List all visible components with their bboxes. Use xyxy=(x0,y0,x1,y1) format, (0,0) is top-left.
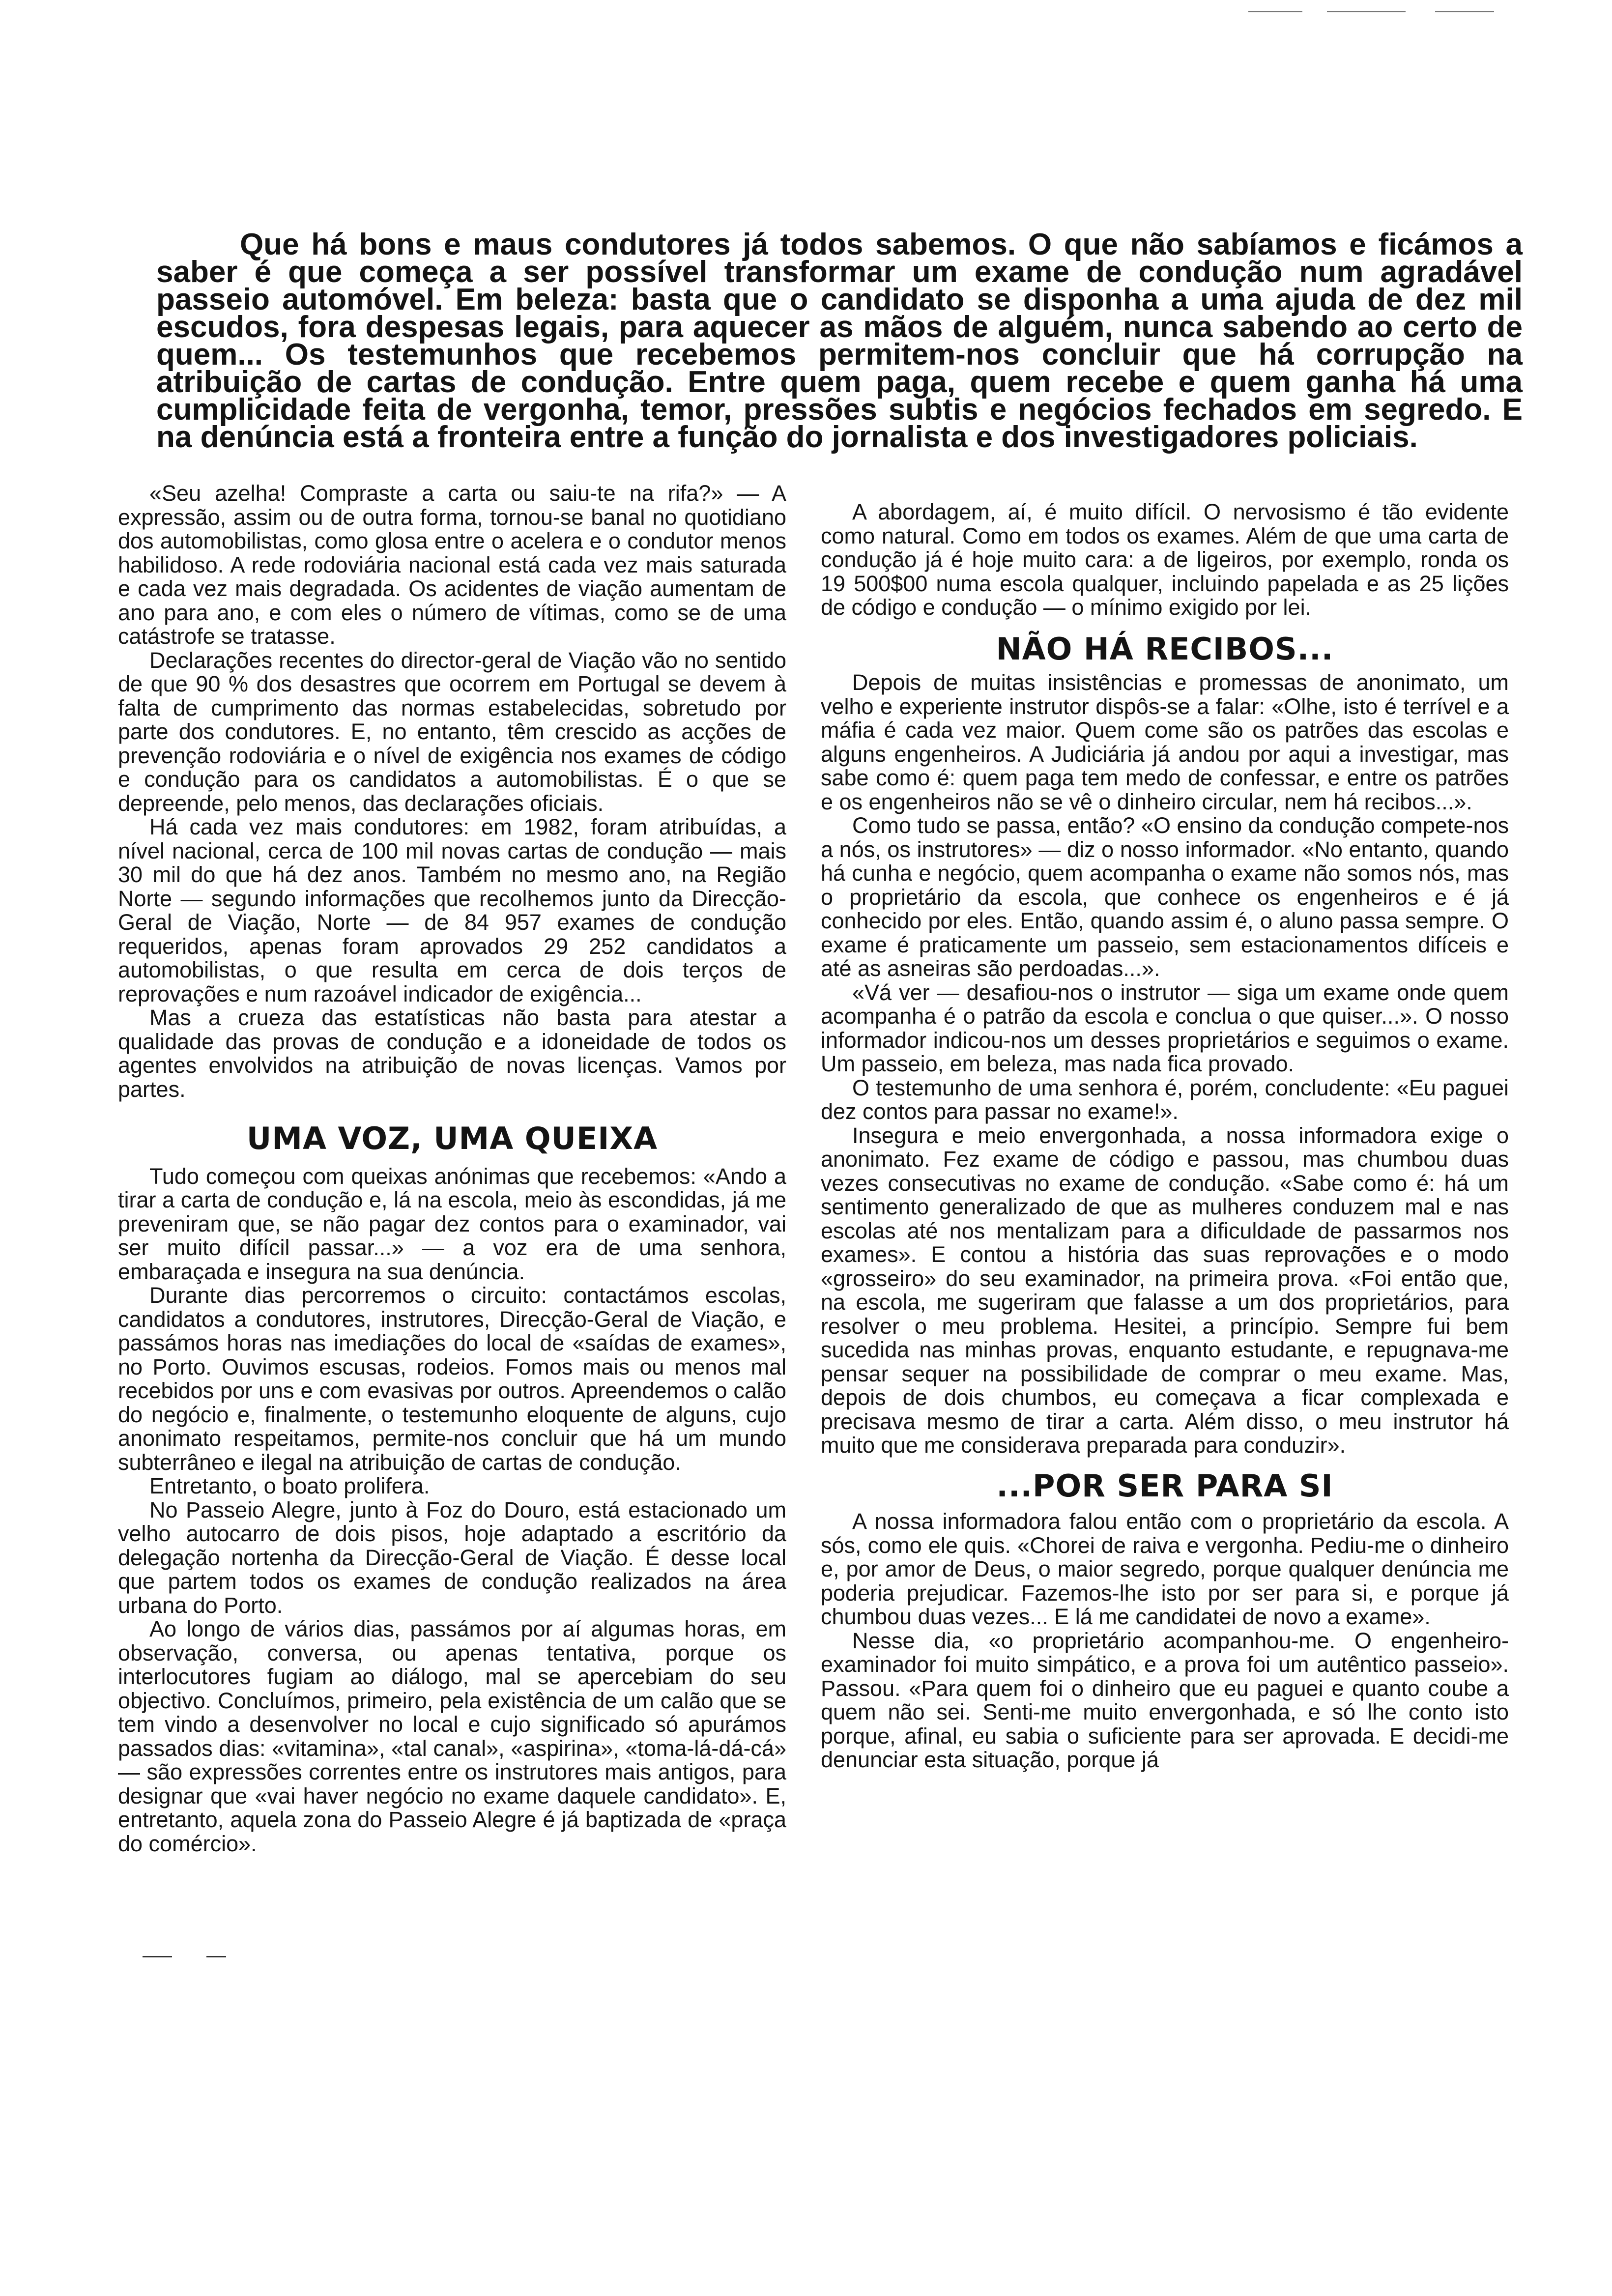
section-heading: NÃO HÁ RECIBOS... xyxy=(996,631,1334,667)
body-paragraph: Insegura e meio envergonhada, a nossa informadora exige o anonimato. Fez exame de código e passou, mas chumbou duas vezes consecutivas no exame de condução. «Sabe como é: há um sentimento generalizado de que as mulheres conduzem mal e nas escolas até nos mentalizam para a dificuldade de passarmos nos exames». E contou a história das suas reprovações e o modo «grosseiro» do seu examinador, na primeira prova. «Foi então que, na escola, me sugeriram que falasse a um dos proprietários, para resolver o meu problema. Hesitei, a princípio. Sempre fui bem sucedida nas minhas provas, enquanto estudante, e repugnava-me pensar sequer na possibilidade de comprar o meu exame. Mas, depois de dois chumbos, eu começava a ficar complexada e precisava mesmo de tirar a carta. Além disso, o meu instrutor há muito que me considerava preparada para conduzir». xyxy=(821,1122,1509,1458)
body-paragraph: Mas a crueza das estatísticas não basta para atestar a qualidade das provas de condução e a idoneidade de todos os agentes envolvidos na atribuição de novas licenças. Vamos por partes. xyxy=(118,1005,786,1102)
body-paragraph: Durante dias percorremos o circuito: contactámos escolas, candidatos a condutores, instrutores, Direcção-Geral de Viação, e passámos horas nas imediações do local de «saídas de exames», no Porto. Ouvimos escusas, rodeios. Fomos mais ou menos mal recebidos por uns e com evasivas por outros. Apreendemos o calão do negócio e, finalmente, o testemunho eloquente de alguns, cujo anonimato respeitamos, permite-nos concluir que há um mundo subterrâneo e ilegal na atribuição de cartas de condução. xyxy=(118,1283,786,1475)
dash-line xyxy=(206,1956,226,1957)
page-edge-mark xyxy=(1248,11,1302,12)
section-heading: UMA VOZ, UMA QUEIXA xyxy=(246,1120,658,1156)
lead-paragraph: Que há bons e maus condutores já todos sabemos. O que não sabíamos e ficámos a saber é que começa a ser possível transformar um exame de condução num agradável passeio automóvel. Em beleza: basta que o candidato se disponha a uma ajuda de dez mil escudos, fora despesas legais, para aquecer as mãos de alguém, nunca sabendo ao certo de quem... Os testemunhos que recebemos permitem-nos concluir que há corrupção na atribuição de cartas de condução. Entre quem paga, quem recebe e quem ganha há uma cumplicidade feita de vergonha, temor, pressões subtis e negócios fechados em segredo. E na denúncia está a fronteira entre a função do jornalista e dos investigadores policiais. xyxy=(156,228,1523,454)
article-lead xyxy=(156,228,1523,454)
body-paragraph: Declarações recentes do director-geral de Viação vão no sentido de que 90 % dos desastres que ocorrem em Portugal se devem à falta de cumprimento das normas estabelecidas, sobretudo por parte dos condutores. E, no entanto, têm crescido as acções de prevenção rodoviária e o nível de exigência nos exames de código e condução para os candidatos a automobilistas. É o que se depreende, pelo menos, das declarações oficiais. xyxy=(118,647,786,816)
section-heading: ...POR SER PARA SI xyxy=(996,1467,1333,1504)
dash-line xyxy=(143,1956,172,1957)
page-edge-mark xyxy=(1327,11,1406,12)
body-paragraph: Entretanto, o boato prolifera. xyxy=(149,1473,430,1498)
body-paragraph: A nossa informadora falou então com o proprietário da escola. A sós, como ele quis. «Chorei de raiva e vergonha. Pediu-me o dinheiro e, por amor de Deus, o maior segredo, porque qualquer denúncia me poderia prejudicar. Fazemos-lhe isto por ser para si, e porque já chumbou duas vezes... E lá me candidatei de novo a exame». xyxy=(821,1509,1509,1629)
body-paragraph: «Vá ver — desafiou-nos o instrutor — siga um exame onde quem acompanha é o patrão da escola e conclua o que quiser...». O nosso informador indicou-nos um desses proprietários e seguimos o exame. Um passeio, em beleza, mas nada fica provado. xyxy=(821,979,1509,1076)
body-paragraph: Ao longo de vários dias, passámos por aí algumas horas, em observação, conversa, ou apenas tentativa, porque os interlocutores fugiam ao diálogo, mal se apercebiam do seu objectivo. Concluímos, primeiro, pela existência de um calão que se tem vindo a desenvolver no local e cujo significado só apurámos passados dias: «vitamina», «tal canal», «aspirina», «toma-lá-dá-cá» — são expressões correntes entre os instrutores mais antigos, para designar que «vai haver negócio no exame daquele candidato». E, entretanto, aquela zona do Passeio Alegre é já baptizada de «praça do comércio». xyxy=(118,1616,786,1856)
body-paragraph: O testemunho de uma senhora é, porém, concludente: «Eu paguei dez contos para passar no exame!». xyxy=(821,1075,1509,1124)
body-paragraph: Nesse dia, «o proprietário acompanhou-me. O engenheiro-examinador foi muito simpático, e a prova foi um autêntico passeio». Passou. «Para quem foi o dinheiro que eu paguei e quanto coube a quem não sei. Senti-me muito envergonhada, e só lhe conto isto porque, afinal, eu sabia o suficiente para ser aprovada. E decidi-me denunciar esta situação, porque já xyxy=(821,1628,1509,1772)
left-column xyxy=(118,482,786,1856)
body-paragraph: No Passeio Alegre, junto à Foz do Douro, está estacionado um velho autocarro de dois pisos, hoje adaptado a escritório da delegação nortenha da Direcção-Geral de Viação. É desse local que partem todos os exames de condução realizados na área urbana do Porto. xyxy=(118,1497,786,1618)
body-paragraph: «Seu azelha! Compraste a carta ou saiu-te na rifa?» — A expressão, assim ou de outra forma, tornou-se banal no quotidiano dos automobilistas, como glosa entre o acelera e o condutor menos habilidoso. A rede rodoviária nacional está cada vez mais saturada e cada vez mais degradada. Os acidentes de viação aumentam de ano para ano, e com eles o número de vítimas, como se de uma catástrofe se tratasse. xyxy=(118,481,786,649)
right-column xyxy=(821,500,1509,1772)
body-paragraph: A abordagem, aí, é muito difícil. O nervosismo é tão evidente como natural. Como em todos os exames. Além de que uma carta de condução já é hoje muito cara: a de ligeiros, por exemplo, ronda os 19 500$00 numa escola qualquer, incluindo papelada e as 25 lições de código e condução — o mínimo exigido por lei. xyxy=(821,499,1509,620)
page-edge-mark xyxy=(1435,11,1494,12)
body-paragraph: Tudo começou com queixas anónimas que recebemos: «Ando a tirar a carta de condução e, lá na escola, meio às escondidas, já me preveniram que, se não pagar dez contos para o examinador, vai ser muito difícil passar...» — a voz era de uma senhora, embaraçada e insegura na sua denúncia. xyxy=(118,1163,786,1284)
body-paragraph: Há cada vez mais condutores: em 1982, foram atribuídas, a nível nacional, cerca de 100 mil novas cartas de condução — mais 30 mil do que há dez anos. Também no mesmo ano, na Região Norte — segundo informações que recolhemos junto da Direcção-Geral de Viação, Norte — de 84 957 exames de condução requeridos, apenas foram aprovados 29 252 candidatos a automobilistas, o que resulta em cerca de dois terços de reprovações e num razoável indicador de exigência... xyxy=(118,814,786,1006)
body-paragraph: Depois de muitas insistências e promessas de anonimato, um velho e experiente instrutor dispôs-se a falar: «Olhe, isto é terrível e a máfia é cada vez maior. Quem come são os patrões das escolas e alguns engenheiros. A Judiciária já andou por aqui a investigar, mas sabe como é: quem paga tem medo de confessar, e entre os patrões e os engenheiros não se vê o dinheiro circular, nem há recibos...». xyxy=(821,670,1509,814)
end-mark xyxy=(143,1952,251,1962)
body-paragraph: Como tudo se passa, então? «O ensino da condução compete-nos a nós, os instrutores» — diz o nosso informador. «No entanto, quando há cunha e negócio, quem acompanha o exame não somos nós, mas o proprietário da escola, que conhece os engenheiros e é já conhecido por eles. Então, quando assim é, o aluno passa sempre. O exame é praticamente um passeio, sem estacionamentos difíceis e até as asneiras são perdoadas...». xyxy=(821,813,1509,981)
